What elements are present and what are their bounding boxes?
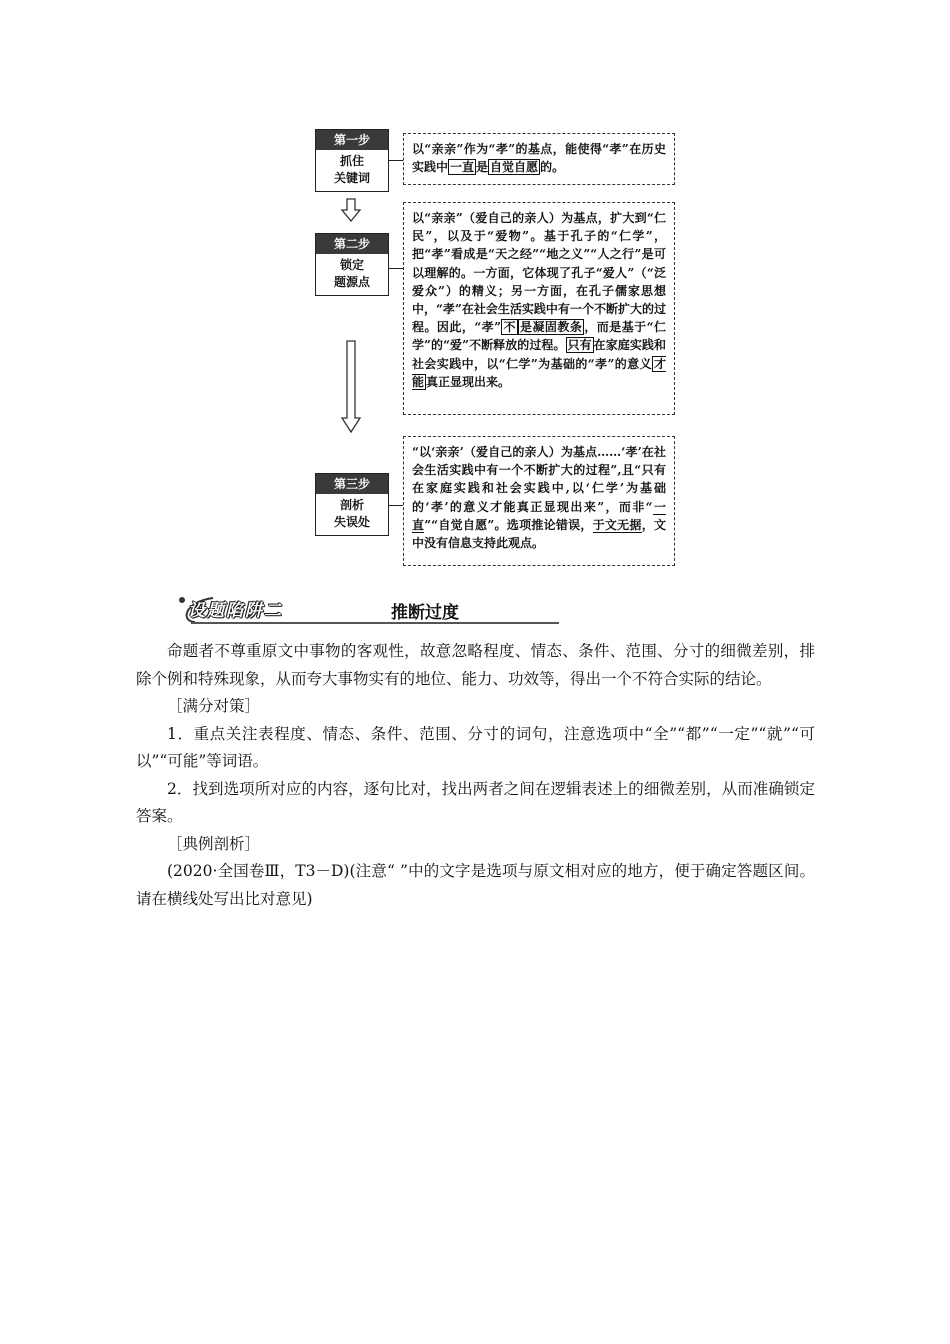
boxed-word: 自觉自愿	[490, 160, 539, 175]
paragraph-example-source: (2020·全国卷Ⅲ，T3－D)(注意“ ”中的文字是选项与原文相对应的地方，便于确定答题区间。请在横线处写出比对意见)	[136, 862, 815, 908]
step-1-label	[315, 129, 389, 192]
step-1-line2: 关键词	[333, 171, 370, 185]
long-down-arrow-icon	[340, 340, 362, 434]
underlined-word: 于文无据	[592, 517, 642, 532]
paragraph-point-2: 2．找到选项所对应的内容，逐句比对，找出两者之间在逻辑表述上的细微差别，从而准确锁定答案。	[136, 779, 815, 825]
step-1-line1: 抓住	[339, 154, 364, 168]
step-3-line1: 剖析	[339, 498, 364, 512]
step-2-header: 第二步	[316, 234, 388, 254]
underlined-word: 一直	[412, 499, 666, 532]
boxed-word: 是凝固教条	[519, 320, 583, 335]
boxed-word: 才能	[412, 356, 666, 389]
step-2-box: 以“亲亲”（爱自己的亲人）为基点，扩大到“仁民”，以及于“爱物”。基于孔子的“仁学”，把“孝”看成是“天之经”“地之义”“人之行”是可以理解的。一方面，它体现了孔子“爱人”（“泛爱众”）的精义；另一方面，在孔子儒家思想中，“孝”在社会生活实践中有一个不断扩大的过程。因此，“孝” 不 是凝固教条 ，而是基于“仁学”的“爱”不断释放的过程。 只有 在家庭实践和社会实践中，以“仁学”为基础的“孝”的意义 才能 真正显现出来。	[403, 202, 675, 415]
boxed-word: 一直	[450, 160, 475, 175]
boxed-word: 不	[503, 320, 516, 335]
step-3-box: “以‘亲亲’（爱自己的亲人）为基点……‘孝’在社会生活实践中有一个不断扩大的过程”,且“只有在家庭实践和社会实践中,以‘仁学’为基础的‘孝’的意义才能真正显现出来”，而非“一直”“自觉自愿”。选项推论错误，于文无据，文中没有信息支持此观点。	[403, 436, 675, 566]
step-3-line2: 失误处	[333, 515, 370, 529]
step-2-line2: 题源点	[333, 275, 370, 289]
step-2-line1: 锁定	[339, 258, 364, 272]
step-3-label	[315, 473, 389, 536]
section-heading	[173, 592, 773, 626]
connector-line	[388, 268, 403, 269]
body-text	[136, 638, 815, 913]
step-3-header: 第三步	[316, 474, 388, 494]
paragraph-intro: 命题者不尊重原文中事物的客观性，故意忽略程度、情态、条件、范围、分寸的细微差别，排除个例和特殊现象，从而夸大事物实有的地位、能力、功效等，得出一个不符合实际的结论。	[136, 642, 815, 688]
connector-line	[388, 505, 403, 506]
section-badge: 设题陷阱二	[188, 601, 283, 621]
step-1-header: 第一步	[316, 130, 388, 150]
connector-line	[388, 160, 403, 161]
paragraph-point-1: 1．重点关注表程度、情态、条件、范围、分寸的词句，注意选项中“全”“都”“一定”“就”“可以”“可能”等词语。	[136, 724, 815, 770]
heading-rule	[191, 622, 559, 624]
step-1-box: 以“亲亲”作为“孝”的基点，能使得“孝”在历史实践中 一直 是 自觉自愿 的。	[403, 133, 675, 185]
down-arrow-icon	[340, 198, 362, 224]
label-example: ［典例剖析］	[167, 834, 261, 853]
boxed-word: 只有	[567, 338, 592, 353]
label-strategy: ［满分对策］	[167, 697, 261, 715]
step-2-label	[315, 233, 389, 296]
section-title: 推断过度	[391, 603, 459, 623]
